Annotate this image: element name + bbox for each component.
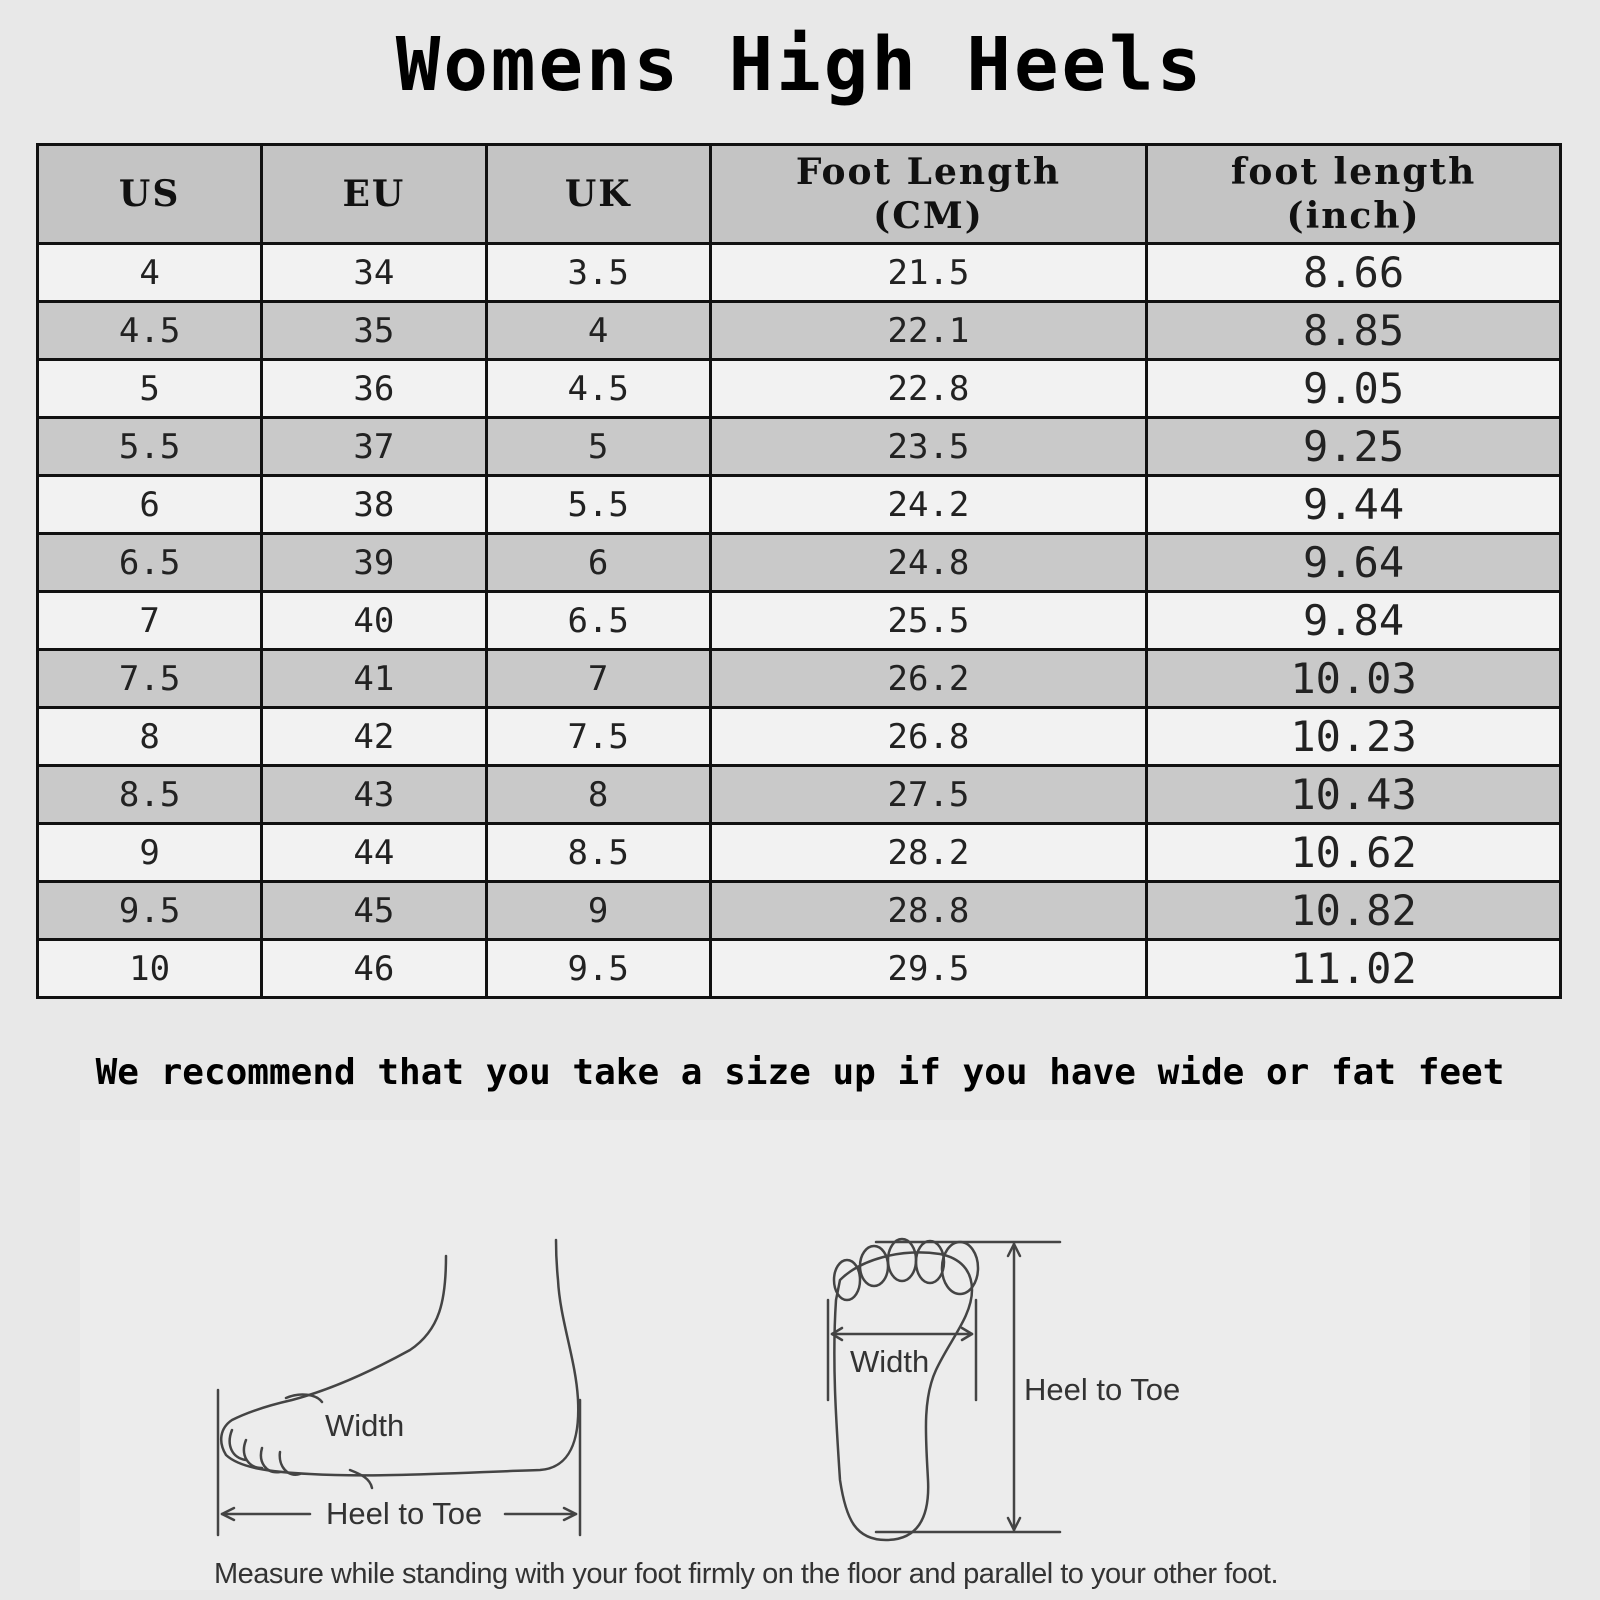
- cell-us: 6.5: [38, 534, 262, 592]
- header-cm-line2: (CM): [873, 195, 984, 237]
- cell-us: 8: [38, 708, 262, 766]
- cell-uk: 5: [486, 418, 710, 476]
- cell-us: 10: [38, 940, 262, 998]
- side-width-label: Width: [325, 1408, 405, 1443]
- cell-cm: 25.5: [710, 592, 1146, 650]
- cell-cm: 22.1: [710, 302, 1146, 360]
- cell-eu: 41: [262, 650, 486, 708]
- cell-us: 9.5: [38, 882, 262, 940]
- cell-inch: 10.43: [1147, 766, 1561, 824]
- cell-eu: 45: [262, 882, 486, 940]
- cell-eu: 37: [262, 418, 486, 476]
- sole-toe-5: [942, 1242, 978, 1294]
- cell-inch: 11.02: [1147, 940, 1561, 998]
- sole-toe-2: [860, 1246, 888, 1286]
- cell-eu: 46: [262, 940, 486, 998]
- cell-cm: 26.8: [710, 708, 1146, 766]
- cell-eu: 39: [262, 534, 486, 592]
- cell-inch: 10.03: [1147, 650, 1561, 708]
- header-cm-line1: Foot Length: [795, 151, 1062, 193]
- cell-us: 5: [38, 360, 262, 418]
- cell-us: 8.5: [38, 766, 262, 824]
- header-us: US: [38, 145, 262, 244]
- cell-cm: 28.2: [710, 824, 1146, 882]
- cell-uk: 4.5: [486, 360, 710, 418]
- cell-us: 6: [38, 476, 262, 534]
- cell-eu: 35: [262, 302, 486, 360]
- size-recommendation: We recommend that you take a size up if you have wide or fat feet: [95, 1052, 1505, 1093]
- cell-cm: 21.5: [710, 244, 1146, 302]
- cell-inch: 9.05: [1147, 360, 1561, 418]
- cell-inch: 10.62: [1147, 824, 1561, 882]
- cell-uk: 8: [486, 766, 710, 824]
- cell-uk: 5.5: [486, 476, 710, 534]
- sole-toe-1: [834, 1260, 860, 1300]
- cell-inch: 9.64: [1147, 534, 1561, 592]
- sole-heel-to-toe-label: Heel to Toe: [1024, 1372, 1181, 1407]
- cell-uk: 7.5: [486, 708, 710, 766]
- cell-eu: 44: [262, 824, 486, 882]
- cell-cm: 24.8: [710, 534, 1146, 592]
- cell-uk: 7: [486, 650, 710, 708]
- cell-eu: 40: [262, 592, 486, 650]
- cell-us: 7: [38, 592, 262, 650]
- cell-us: 5.5: [38, 418, 262, 476]
- cell-inch: 9.44: [1147, 476, 1561, 534]
- sole-width-label: Width: [850, 1344, 930, 1379]
- side-foot-toes: [230, 1430, 300, 1475]
- cell-uk: 6: [486, 534, 710, 592]
- cell-cm: 29.5: [710, 940, 1146, 998]
- cell-inch: 8.85: [1147, 302, 1561, 360]
- sole-toe-3: [888, 1239, 916, 1281]
- cell-eu: 42: [262, 708, 486, 766]
- cell-us: 4: [38, 244, 262, 302]
- page-title: Womens High Heels: [395, 22, 1205, 108]
- cell-cm: 22.8: [710, 360, 1146, 418]
- header-inch-line2: (inch): [1286, 195, 1421, 237]
- cell-eu: 34: [262, 244, 486, 302]
- cell-cm: 23.5: [710, 418, 1146, 476]
- cell-inch: 9.25: [1147, 418, 1561, 476]
- cell-inch: 9.84: [1147, 592, 1561, 650]
- cell-us: 4.5: [38, 302, 262, 360]
- cell-uk: 9: [486, 882, 710, 940]
- cell-us: 7.5: [38, 650, 262, 708]
- cell-eu: 43: [262, 766, 486, 824]
- cell-eu: 38: [262, 476, 486, 534]
- cell-inch: 10.23: [1147, 708, 1561, 766]
- cell-uk: 6.5: [486, 592, 710, 650]
- cell-uk: 3.5: [486, 244, 710, 302]
- sole-toe-4: [916, 1241, 944, 1283]
- cell-cm: 24.2: [710, 476, 1146, 534]
- header-uk: UK: [486, 145, 710, 244]
- cell-cm: 28.8: [710, 882, 1146, 940]
- header-eu: EU: [262, 145, 486, 244]
- side-heel-to-toe-label: Heel to Toe: [326, 1496, 483, 1531]
- cell-cm: 26.2: [710, 650, 1146, 708]
- cell-uk: 9.5: [486, 940, 710, 998]
- cell-eu: 36: [262, 360, 486, 418]
- cell-cm: 27.5: [710, 766, 1146, 824]
- header-inch-line1: foot length: [1230, 151, 1477, 193]
- cell-uk: 4: [486, 302, 710, 360]
- cell-us: 9: [38, 824, 262, 882]
- measure-instruction: Measure while standing with your foot firmly on the floor and parallel to your other foot.: [214, 1558, 1279, 1590]
- cell-inch: 8.66: [1147, 244, 1561, 302]
- cell-uk: 8.5: [486, 824, 710, 882]
- cell-inch: 10.82: [1147, 882, 1561, 940]
